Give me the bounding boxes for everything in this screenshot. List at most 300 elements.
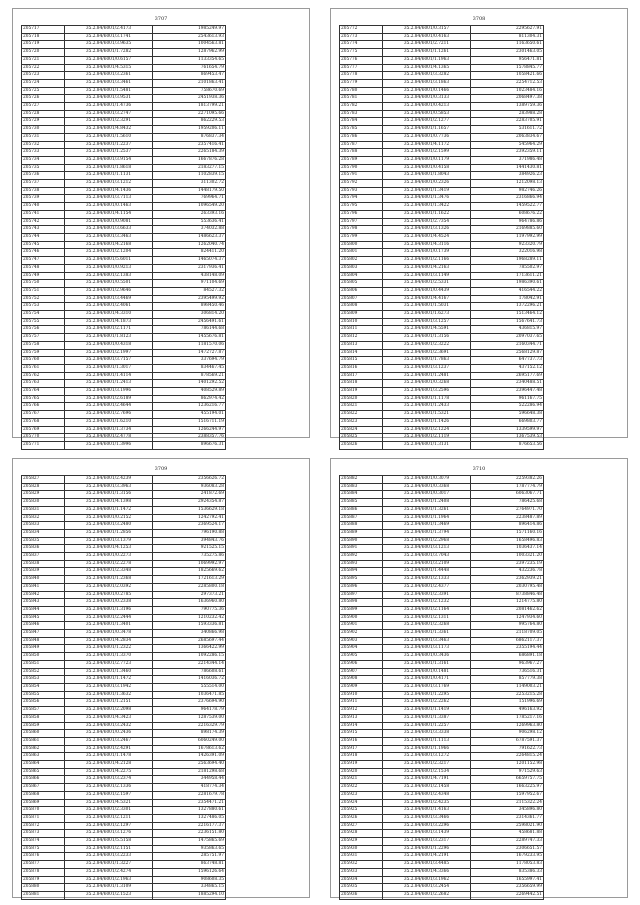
row-value-cell: 1968289.11 [471, 257, 544, 265]
row-id-cell: 205904 [340, 645, 383, 653]
row-id-cell: 205921 [340, 776, 383, 784]
row-id-cell: 205774 [340, 41, 383, 49]
row-key-cell: 35.2.84/6001/1.3632 [65, 691, 153, 699]
row-value-cell: 2354471.21 [153, 799, 226, 807]
row-value-cell: 337694.79 [153, 357, 226, 365]
row-value-cell: 2563694.40 [153, 761, 226, 769]
table-row [340, 583, 544, 591]
row-id-cell: 205818 [340, 380, 383, 388]
row-value-cell: 6862117.37 [471, 637, 544, 645]
table-row [22, 499, 226, 507]
row-id-cell: 205726 [22, 95, 65, 103]
table-row [22, 395, 226, 403]
row-id-cell: 205740 [22, 203, 65, 211]
row-value-cell: 496163.92 [471, 707, 544, 715]
row-value-cell: 1287539.00 [153, 714, 226, 722]
table-row [22, 784, 226, 792]
row-id-cell: 205814 [340, 349, 383, 357]
page-top-right [330, 8, 628, 447]
table-row [340, 737, 544, 745]
row-key-cell: 35.2.84/6001/1.3131 [383, 441, 471, 449]
row-id-cell: 205861 [22, 737, 65, 745]
row-value-cell: 2314361.77 [471, 814, 544, 822]
row-value-cell: 553636.41 [153, 218, 226, 226]
row-id-cell: 205900 [340, 614, 383, 622]
row-key-cell: 35.2.84/6001/3.3963 [65, 483, 153, 491]
row-value-cell: 2271095.66 [153, 110, 226, 118]
row-key-cell: 35.2.84/6001/0.2338 [65, 599, 153, 607]
row-id-cell: 205878 [22, 868, 65, 876]
table-row [340, 691, 544, 699]
table-row [22, 884, 226, 892]
row-id-cell: 205880 [22, 884, 65, 892]
row-key-cell: 35.2.84/6001/0.7736 [383, 133, 471, 141]
row-value-cell: 761654.79 [153, 64, 226, 72]
row-key-cell: 35.2.84/6001/0.4171 [383, 676, 471, 684]
table-row [340, 341, 544, 349]
row-value-cell: 1513464.12 [471, 311, 544, 319]
row-id-cell: 205758 [22, 341, 65, 349]
row-id-cell: 205744 [22, 233, 65, 241]
table-row [340, 606, 544, 614]
page-number: 3707 [154, 16, 168, 22]
table-row [340, 141, 544, 149]
row-id-cell: 205783 [340, 110, 383, 118]
row-id-cell: 205840 [22, 576, 65, 584]
row-key-cell: 35.2.84/6001/1.3161 [383, 660, 471, 668]
row-key-cell: 35.2.84/6001/2.7354 [383, 218, 471, 226]
row-key-cell: 35.2.84/6001/0.2785 [65, 591, 153, 599]
table-row [340, 172, 544, 180]
row-value-cell: 394843.76 [153, 537, 226, 545]
row-id-cell: 205763 [22, 380, 65, 388]
row-value-cell: 2397235.19 [471, 560, 544, 568]
row-value-cell: 297373.21 [153, 591, 226, 599]
table-row [22, 372, 226, 380]
row-id-cell: 205745 [22, 241, 65, 249]
row-id-cell: 205728 [22, 110, 65, 118]
row-key-cell: 35.2.84/6001/3.1962 [383, 876, 471, 884]
row-key-cell: 35.2.84/6001/1.5321 [383, 411, 471, 419]
table-row [340, 434, 544, 442]
row-id-cell: 205738 [22, 187, 65, 195]
row-value-cell: 2388357.76 [153, 434, 226, 442]
row-id-cell: 205839 [22, 568, 65, 576]
table-row [340, 403, 544, 411]
row-key-cell: 35.2.84/6001/2.1383 [65, 272, 153, 280]
row-value-cell: 1389759.36 [471, 103, 544, 111]
row-id-cell: 205831 [22, 506, 65, 514]
row-value-cell: 2169885.60 [471, 226, 544, 234]
row-value-cell: 1181570.06 [153, 341, 226, 349]
row-value-cell: 345896.80 [471, 807, 544, 815]
row-key-cell: 35.2.84/6001/0.6157 [65, 56, 153, 64]
row-value-cell: 862974.42 [153, 395, 226, 403]
row-value-cell: 1785217.16 [471, 714, 544, 722]
table-row [22, 853, 226, 861]
row-id-cell: 205741 [22, 210, 65, 218]
table-row [340, 118, 544, 126]
table-row [340, 830, 544, 838]
row-value-cell: 418774.34 [153, 784, 226, 792]
row-value-cell: 1133354.65 [153, 56, 226, 64]
row-value-cell: 1426391.09 [153, 753, 226, 761]
row-key-cell: 35.2.84/6001/4.1398 [65, 499, 153, 507]
row-value-cell: 2316866.94 [471, 195, 544, 203]
row-key-cell: 35.2.84/6001/2.7723 [65, 660, 153, 668]
row-id-cell: 205746 [22, 249, 65, 257]
row-key-cell: 35.2.84/6001/1.4163 [383, 807, 471, 815]
table-row [340, 280, 544, 288]
table-row [340, 318, 544, 326]
row-key-cell: 35.2.84/6001/3.1741 [65, 33, 153, 41]
table-row [22, 426, 226, 434]
table-row [340, 334, 544, 342]
table-row [340, 187, 544, 195]
table-row [340, 529, 544, 537]
row-value-cell: 306814.20 [153, 311, 226, 319]
row-value-cell: 790775.36 [153, 606, 226, 614]
row-id-cell: 205729 [22, 118, 65, 126]
row-key-cell: 35.2.84/6001/2.1232 [383, 599, 471, 607]
row-id-cell: 205909 [340, 683, 383, 691]
row-key-cell: 35.2.84/6001/2.1171 [65, 326, 153, 334]
row-id-cell: 205897 [340, 591, 383, 599]
row-key-cell: 35.2.84/6001/1.3794 [383, 529, 471, 537]
row-value-cell: 1339599.97 [471, 426, 544, 434]
row-value-cell: 2392359.11 [471, 149, 544, 157]
row-key-cell: 35.2.84/6001/2.1164 [383, 606, 471, 614]
row-key-cell: 35.2.84/6001/0.2436 [65, 730, 153, 738]
row-id-cell: 205777 [340, 64, 383, 72]
row-key-cell: 35.2.84/6001/3.6633 [65, 226, 153, 234]
row-id-cell: 205733 [22, 149, 65, 157]
row-id-cell: 205913 [340, 714, 383, 722]
row-id-cell: 205845 [22, 614, 65, 622]
row-key-cell: 35.2.84/6001/0.3079 [383, 476, 471, 484]
row-value-cell: 1269963.80 [471, 722, 544, 730]
row-id-cell: 205898 [340, 599, 383, 607]
row-value-cell: 2356659.99 [471, 884, 544, 892]
row-id-cell: 205725 [22, 87, 65, 95]
table-row [22, 434, 226, 442]
row-id-cell: 205771 [22, 441, 65, 449]
row-id-cell: 205736 [22, 172, 65, 180]
row-value-cell: 2598021.90 [471, 822, 544, 830]
row-value-cell: 1455676.81 [153, 334, 226, 342]
row-value-cell: 2317936.41 [153, 264, 226, 272]
row-value-cell: 1986390.61 [471, 280, 544, 288]
table-row [22, 311, 226, 319]
table-row [340, 522, 544, 530]
row-value-cell: 608676.22 [471, 210, 544, 218]
table-row [340, 180, 544, 188]
row-key-cell: 35.2.84/6001/1.4114 [65, 372, 153, 380]
table-row [22, 822, 226, 830]
page-top-left [12, 8, 310, 447]
table-row [22, 164, 226, 172]
row-id-cell: 205926 [340, 814, 383, 822]
table-row [340, 272, 544, 280]
row-id-cell: 205795 [340, 203, 383, 211]
row-id-cell: 205792 [340, 180, 383, 188]
row-value-cell: 2097037.65 [471, 334, 544, 342]
row-value-cell: 736516.31 [471, 668, 544, 676]
row-key-cell: 35.2.84/6001/1.3401 [65, 622, 153, 630]
row-value-cell: 786144.68 [153, 326, 226, 334]
row-key-cell: 35.2.84/6001/1.3460 [65, 668, 153, 676]
row-key-cell: 35.2.84/6001/3.2454 [383, 884, 471, 892]
table-row [340, 203, 544, 211]
row-id-cell: 205903 [340, 637, 383, 645]
row-key-cell: 35.2.84/6001/2.2278 [65, 560, 153, 568]
row-value-cell: 283988.28 [471, 110, 544, 118]
row-value-cell: 1287962.99 [153, 49, 226, 57]
table-row [340, 499, 544, 507]
row-key-cell: 35.2.84/6001/2.5331 [383, 280, 471, 288]
table-row [340, 418, 544, 426]
row-id-cell: 205788 [340, 149, 383, 157]
row-value-cell: 2281679.78 [153, 791, 226, 799]
table-row [340, 326, 544, 334]
row-value-cell: 1366422.99 [153, 645, 226, 653]
row-value-cell: 1658496.83 [471, 537, 544, 545]
row-value-cell: 2340488.51 [471, 380, 544, 388]
row-id-cell: 205864 [22, 761, 65, 769]
row-key-cell: 35.2.84/6001/2.1333 [383, 576, 471, 584]
row-key-cell: 35.2.84/6001/4.5321 [65, 799, 153, 807]
row-id-cell: 205888 [340, 522, 383, 530]
table-row [340, 41, 544, 49]
row-key-cell: 35.2.84/6001/0.1466 [383, 87, 471, 95]
table-row [340, 33, 544, 41]
row-id-cell: 205766 [22, 403, 65, 411]
row-key-cell: 35.2.84/6001/4.8432 [65, 126, 153, 134]
table-row [22, 506, 226, 514]
row-key-cell: 35.2.84/6001/4.3423 [65, 714, 153, 722]
row-id-cell: 205769 [22, 426, 65, 434]
row-value-cell: 1985249.97 [153, 26, 226, 34]
row-id-cell: 205800 [340, 241, 383, 249]
row-value-cell: 876837.34 [153, 133, 226, 141]
row-value-cell: 1596126.64 [153, 868, 226, 876]
row-key-cell: 35.2.84/6001/1.1472 [65, 506, 153, 514]
row-value-cell: 2063834.67 [471, 133, 544, 141]
table-row [340, 714, 544, 722]
row-value-cell: 2357416.41 [153, 141, 226, 149]
row-key-cell: 35.2.84/6001/3.1276 [65, 830, 153, 838]
row-id-cell: 205852 [22, 668, 65, 676]
table-row [340, 668, 544, 676]
row-key-cell: 35.2.84/6001/3.1213 [383, 545, 471, 553]
table-row [22, 49, 226, 57]
row-id-cell: 205767 [22, 411, 65, 419]
row-value-cell: 1416036.72 [153, 676, 226, 684]
row-id-cell: 205807 [340, 295, 383, 303]
row-value-cell: 531611.72 [471, 126, 544, 134]
row-key-cell: 35.2.84/6001/1.8618 [65, 164, 153, 172]
row-value-cell: 2269442.51 [471, 891, 544, 899]
row-key-cell: 35.2.84/6001/0.2152 [65, 514, 153, 522]
row-value-cell: 8738846.48 [471, 591, 544, 599]
row-key-cell: 35.2.84/6001/1.1963 [383, 56, 471, 64]
row-value-cell: 1713611.21 [471, 272, 544, 280]
row-id-cell: 205901 [340, 622, 383, 630]
row-id-cell: 205826 [340, 441, 383, 449]
row-value-cell: 2295627.91 [471, 26, 544, 34]
table-row [22, 287, 226, 295]
row-id-cell: 205812 [340, 334, 383, 342]
row-id-cell: 205838 [22, 560, 65, 568]
row-id-cell: 205776 [340, 56, 383, 64]
row-key-cell: 35.2.84/6001/3.3463 [383, 637, 471, 645]
row-value-cell: 1465074.37 [153, 257, 226, 265]
table-row [22, 141, 226, 149]
row-value-cell: 1516711.19 [153, 418, 226, 426]
row-key-cell: 35.2.84/6001/2.4778 [65, 434, 153, 442]
row-value-cell: 522286.94 [471, 403, 544, 411]
row-value-cell: 1787774.79 [471, 483, 544, 491]
table-row [340, 707, 544, 715]
table-row [340, 388, 544, 396]
row-id-cell: 205842 [22, 591, 65, 599]
row-key-cell: 35.2.84/6001/1.2257 [383, 722, 471, 730]
row-id-cell: 205870 [22, 807, 65, 815]
row-value-cell: 2301463.05 [471, 49, 544, 57]
row-key-cell: 35.2.84/6001/2.2444 [65, 614, 153, 622]
row-value-cell: 2568129.87 [471, 349, 544, 357]
row-value-cell: 971529.63 [471, 768, 544, 776]
table-row [22, 203, 226, 211]
row-key-cell: 35.2.84/6001/2.1224 [383, 426, 471, 434]
table-row [22, 133, 226, 141]
row-id-cell: 205895 [340, 576, 383, 584]
table-row [22, 318, 226, 326]
table-row [22, 845, 226, 853]
row-id-cell: 205801 [340, 249, 383, 257]
table-row [340, 476, 544, 484]
table-row [22, 241, 226, 249]
table-row [22, 683, 226, 691]
row-key-cell: 35.2.84/6001/2.1997 [65, 349, 153, 357]
table-row [22, 560, 226, 568]
row-key-cell: 35.2.84/6001/3.2233 [65, 853, 153, 861]
table-row [22, 591, 226, 599]
row-key-cell: 35.2.84/6001/1.2296 [383, 845, 471, 853]
row-id-cell: 205916 [340, 737, 383, 745]
row-value-cell: 1663225.97 [471, 784, 544, 792]
row-value-cell: 2306651.57 [471, 845, 544, 853]
row-key-cell: 35.2.84/6001/1.1964 [383, 514, 471, 522]
row-id-cell: 205883 [340, 483, 383, 491]
row-value-cell: 1571160.16 [471, 529, 544, 537]
row-id-cell: 205775 [340, 49, 383, 57]
row-key-cell: 35.2.84/6001/0.1179 [383, 156, 471, 164]
row-key-cell: 35.2.84/6001/0.9213 [65, 264, 153, 272]
data-table [21, 475, 226, 900]
row-key-cell: 35.2.84/6001/1.1131 [65, 172, 153, 180]
row-id-cell: 205786 [340, 133, 383, 141]
row-id-cell: 205765 [22, 395, 65, 403]
row-id-cell: 205742 [22, 218, 65, 226]
row-key-cell: 35.2.84/6001/3.4485 [383, 861, 471, 869]
row-id-cell: 205882 [340, 476, 383, 484]
table-row [22, 614, 226, 622]
row-key-cell: 35.2.84/6001/3.7157 [65, 357, 153, 365]
row-key-cell: 35.2.84/6001/4.1154 [65, 210, 153, 218]
row-id-cell: 205890 [340, 537, 383, 545]
table-row [340, 776, 544, 784]
table-row [22, 814, 226, 822]
row-key-cell: 35.2.84/6001/4.2163 [383, 264, 471, 272]
row-value-cell: 1102839.15 [153, 172, 226, 180]
row-key-cell: 35.2.84/6001/1.3370 [65, 653, 153, 661]
row-key-cell: 35.2.84/6001/1.7282 [65, 49, 153, 57]
row-value-cell: 834467.45 [153, 364, 226, 372]
row-value-cell: 647737.73 [471, 357, 544, 365]
row-value-cell: 2254712.53 [471, 79, 544, 87]
row-id-cell: 205875 [22, 845, 65, 853]
table-row [22, 514, 226, 522]
row-key-cell: 35.2.84/6001/2.4274 [65, 868, 153, 876]
table-row [340, 195, 544, 203]
row-key-cell: 35.2.84/6001/2.3391 [383, 591, 471, 599]
table-row [340, 395, 544, 403]
row-id-cell: 205862 [22, 745, 65, 753]
row-value-cell: 2369524.17 [153, 522, 226, 530]
row-id-cell: 205885 [340, 499, 383, 507]
row-value-cell: 1472727.87 [153, 349, 226, 357]
table-row [340, 560, 544, 568]
row-id-cell: 205872 [22, 822, 65, 830]
table-row [340, 614, 544, 622]
row-id-cell: 205834 [22, 529, 65, 537]
row-key-cell: 35.2.84/6001/2.1151 [65, 845, 153, 853]
table-row [22, 691, 226, 699]
row-id-cell: 205804 [340, 272, 383, 280]
row-key-cell: 35.2.84/6001/2.2682 [383, 891, 471, 899]
row-key-cell: 35.2.84/6001/1.1622 [383, 210, 471, 218]
row-value-cell: 6060249.00 [153, 737, 226, 745]
table-row [22, 606, 226, 614]
table-row [340, 249, 544, 257]
row-value-cell: 785502.97 [471, 264, 544, 272]
row-key-cell: 35.2.84/6001/3.1439 [383, 830, 471, 838]
table-row [340, 660, 544, 668]
table-row [22, 126, 226, 134]
table-row [340, 537, 544, 545]
row-key-cell: 35.2.84/6001/1.8123 [65, 334, 153, 342]
table-row [22, 622, 226, 630]
row-id-cell: 205923 [340, 791, 383, 799]
row-id-cell: 205759 [22, 349, 65, 357]
row-key-cell: 35.2.84/6001/3.1942 [65, 683, 153, 691]
row-id-cell: 205773 [340, 33, 383, 41]
table-row [22, 441, 226, 449]
table-row [340, 745, 544, 753]
table-row [340, 241, 544, 249]
row-value-cell: 935863.65 [153, 845, 226, 853]
table-row [22, 876, 226, 884]
table-row [22, 891, 226, 899]
row-key-cell: 35.2.84/6001/0.3268 [383, 380, 471, 388]
table-row [22, 868, 226, 876]
row-id-cell: 205851 [22, 660, 65, 668]
row-value-cell: 2238487.89 [471, 514, 544, 522]
row-key-cell: 35.2.84/6001/0.3133 [383, 95, 471, 103]
table-row [340, 876, 544, 884]
row-id-cell: 205933 [340, 868, 383, 876]
